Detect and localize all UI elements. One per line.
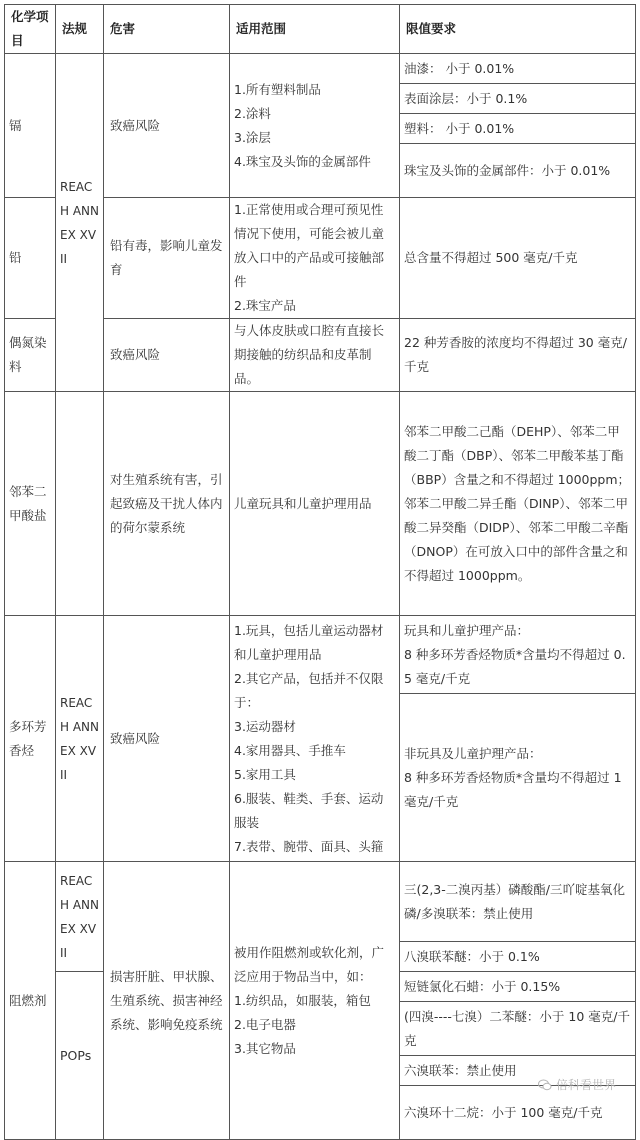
watermark-text: 倍科看世界 — [556, 1076, 616, 1093]
table-row — [5, 392, 636, 616]
harm-lead: 铅有毒，影响儿童发育 — [104, 198, 230, 319]
item-azo: 偶氮染料 — [5, 319, 56, 392]
limit-cadmium-jewelry: 珠宝及头饰的金属部件：小于 0.01% — [400, 144, 636, 198]
harm-cadmium: 致癌风险 — [104, 54, 230, 198]
item-lead: 铅 — [5, 198, 56, 319]
limit-pah-other: 非玩具及儿童护理产品： 8 种多环芳香烃物质*含量均不得超过 1 毫克/千克 — [400, 694, 636, 862]
scope-flame: 被用作阻燃剂或软化剂，广泛应用于物品当中，如： 1.纺织品，如服装，箱包 2.电子电器 3.其它物品 — [230, 862, 400, 1140]
harm-flame: 损害肝脏、甲状腺、生殖系统、损害神经系统、影响免疫系统 — [104, 862, 230, 1140]
harm-azo: 致癌风险 — [104, 319, 230, 392]
table-row — [5, 862, 636, 942]
scope-lead: 1.正常使用或合理可预见性情况下使用，可能会被儿童放入口中的产品或可接触部件 2.珠宝产品 — [230, 198, 400, 319]
law-flame-reach: REACH ANNEX XVII — [56, 862, 104, 972]
limit-phthalate: 邻苯二甲酸二己酯（DEHP）、邻苯二甲酸二丁酯（DBP）、邻苯二甲酸苯基丁酯（BBP）含量之和不得超过 1000ppm；邻苯二甲酸二异壬酯（DINP）、邻苯二甲酸二异癸酯（DIDP）、邻苯二甲酸二辛酯（DNOP）在可放入口中的部件含量之和不得超过 1000ppm。 — [400, 392, 636, 616]
limit-azo: 22 种芳香胺的浓度均不得超过 30 毫克/千克 — [400, 319, 636, 392]
harm-phthalate: 对生殖系统有害，引起致癌及干扰人体内的荷尔蒙系统 — [104, 392, 230, 616]
item-cadmium: 镉 — [5, 54, 56, 198]
header-row — [5, 5, 636, 54]
law-reach-1: REACH ANNEX XVII — [56, 54, 104, 392]
table-row — [5, 616, 636, 694]
scope-azo: 与人体皮肤或口腔有直接长期接触的纺织品和皮革制品。 — [230, 319, 400, 392]
limit-lead: 总含量不得超过 500 毫克/千克 — [400, 198, 636, 319]
scope-cadmium: 1.所有塑料制品 2.涂料 3.涂层 4.珠宝及头饰的金属部件 — [230, 54, 400, 198]
item-flame: 阻燃剂 — [5, 862, 56, 1140]
scope-pah: 1.玩具，包括儿童运动器材和儿童护理用品 2.其它产品，包括并不仅限于： 3.运动器材 4.家用器具、手推车 5.家用工具 6.服装、鞋类、手套、运动服装 7.表带、腕带、面具、头箍 — [230, 616, 400, 862]
header-harm: 危害 — [104, 5, 230, 54]
limit-flame-5: 六溴联苯：禁止使用 — [400, 1056, 636, 1086]
scope-phthalate: 儿童玩具和儿童护理用品 — [230, 392, 400, 616]
item-pah: 多环芳香烃 — [5, 616, 56, 862]
item-phthalate: 邻苯二甲酸盐 — [5, 392, 56, 616]
table-row — [5, 54, 636, 84]
regulation-table — [4, 4, 636, 1140]
limit-pah-toys: 玩具和儿童护理产品： 8 种多环芳香烃物质*含量均不得超过 0.5 毫克/千克 — [400, 616, 636, 694]
header-scope: 适用范围 — [230, 5, 400, 54]
limit-flame-1: 三(2,3-二溴丙基）磷酸酯/三吖啶基氧化磷/多溴联苯：禁止使用 — [400, 862, 636, 942]
limit-flame-3: 短链氯化石蜡：小于 0.15% — [400, 972, 636, 1002]
limit-cadmium-coating: 表面涂层：小于 0.1% — [400, 84, 636, 114]
limit-flame-2: 八溴联苯醚：小于 0.1% — [400, 942, 636, 972]
law-pah: REACH ANNEX XVII — [56, 616, 104, 862]
limit-flame-4: (四溴----七溴）二苯醚：小于 10 毫克/千克 — [400, 1002, 636, 1056]
limit-cadmium-plastic: 塑料： 小于 0.01% — [400, 114, 636, 144]
watermark — [538, 1076, 616, 1093]
header-item: 化学项目 — [5, 5, 56, 54]
wechat-icon — [538, 1079, 552, 1091]
law-flame-pops: POPs — [56, 972, 104, 1140]
harm-pah: 致癌风险 — [104, 616, 230, 862]
limit-flame-6: 六溴环十二烷：小于 100 毫克/千克 — [400, 1086, 636, 1140]
law-phthalate — [56, 392, 104, 616]
limit-cadmium-paint: 油漆： 小于 0.01% — [400, 54, 636, 84]
header-limit: 限值要求 — [400, 5, 636, 54]
header-law: 法规 — [56, 5, 104, 54]
